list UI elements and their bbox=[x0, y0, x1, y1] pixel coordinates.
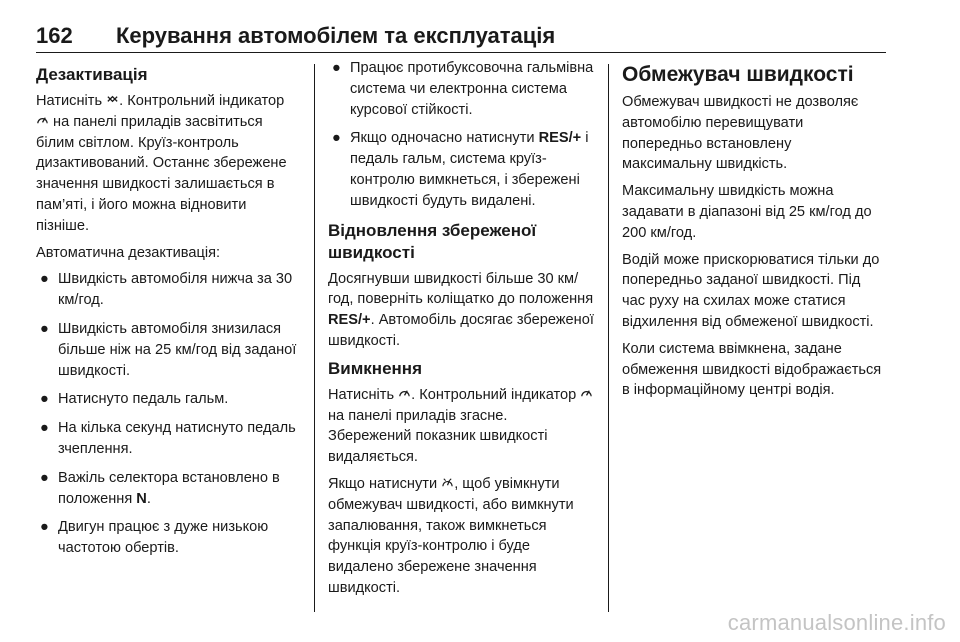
list-item: ● На кілька секунд натиснуто педаль зчеплення. bbox=[40, 420, 296, 457]
paragraph: Досягнувши швидкості більше 30 км/год, поверніть коліщатко до положення RES/+. Автомобіль досягає збереженої швидкості. bbox=[328, 270, 594, 349]
section-heading-speed-limiter: Обмежувач швидкості bbox=[622, 63, 854, 86]
speed-limiter-icon bbox=[441, 476, 454, 489]
column-divider bbox=[608, 64, 609, 612]
list-item: ● Швидкість автомобіля знизилася більше ніж на 25 км/год від заданої швидкості. bbox=[40, 320, 297, 379]
paragraph: Натисніть . Контрольний індикатор на панелі приладів згасне. Збережений показник швидкості видаляється. bbox=[328, 385, 594, 468]
bullet-list bbox=[36, 269, 300, 559]
paragraph: Натисніть . Контрольний індикатор на панелі приладів засвітиться білим світлом. Круїз-контроль дизактивований. Останнє збережене значення швидкості залишається в пам’яті, і його можна відновити пізніше. bbox=[36, 93, 287, 234]
list-item: ● Швидкість автомобіля нижча за 30 км/год. bbox=[40, 271, 293, 309]
column-2 bbox=[328, 58, 594, 605]
column-3 bbox=[622, 58, 884, 407]
column-divider bbox=[314, 64, 315, 612]
paragraph: Якщо натиснути , щоб увімкнути обмежувач швидкості, або вимкнути запалювання, також вимкнеться функція круїз-контролю і буде видалено збережене значення швидкості. bbox=[328, 475, 574, 596]
list-item: ● Важіль селектора встановлено в положення N. bbox=[40, 469, 280, 507]
list-item: ● Якщо одночасно натиснути RES/+ і педаль гальм, система круїз-контролю вимкнеться, і збережені швидкості будуть видалені. bbox=[332, 130, 589, 209]
section-heading-deactivation: Дезактивація bbox=[36, 65, 148, 84]
chapter-title: Керування автомобілем та експлуатація bbox=[116, 23, 556, 48]
paragraph: Водій може прискорюватися тільки до попередньо заданої швидкості. Під час руху на схилах може статися відхилення від обмеженої швидкості. bbox=[622, 251, 880, 330]
list-item: ● Двигун працює з дуже низькою частотою обертів. bbox=[40, 519, 269, 557]
paragraph: Максимальну швидкість можна задавати в діапазоні від 25 км/год до 200 км/год. bbox=[622, 183, 872, 241]
section-heading-resume: Відновлення збереженої швидкості bbox=[328, 220, 537, 262]
section-heading-switch-off: Вимкнення bbox=[328, 358, 422, 378]
cruise-control-indicator-icon bbox=[580, 387, 593, 400]
list-item: ● Працює протибуксовочна гальмівна система чи електронна система курсової стійкості. bbox=[332, 60, 594, 118]
watermark: carmanualsonline.info bbox=[727, 610, 946, 635]
paragraph: Обмежувач швидкості не дозволяє автомобілю перевищувати попередньо встановлену максимальну швидкість. bbox=[622, 94, 859, 173]
list-item: ● Натиснуто педаль гальм. bbox=[40, 391, 229, 408]
bullet-list bbox=[328, 58, 594, 212]
page-number: 162 bbox=[36, 23, 73, 48]
column-1 bbox=[36, 58, 300, 567]
cruise-off-icon bbox=[106, 93, 119, 106]
paragraph: Автоматична дезактивація: bbox=[36, 244, 221, 261]
cruise-control-button-icon bbox=[398, 387, 411, 400]
cruise-control-indicator-icon bbox=[36, 114, 49, 127]
paragraph: Коли система ввімкнена, задане обмеження швидкості відображається в інформаційному центрі водія. bbox=[622, 340, 882, 399]
page-header bbox=[36, 20, 886, 53]
